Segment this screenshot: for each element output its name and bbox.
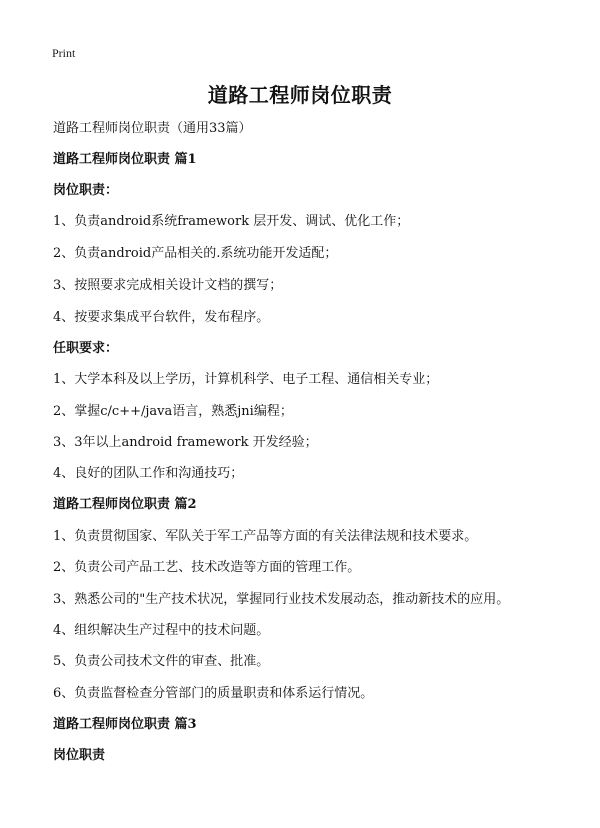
section3-duties-heading: 岗位职责 — [53, 748, 106, 763]
section1-duty-item: 4、按要求集成平台软件，发布程序。 — [53, 310, 270, 325]
section3-heading: 道路工程师岗位职责 篇3 — [53, 717, 197, 732]
document-subtitle: 道路工程师岗位职责（通用33篇） — [53, 121, 252, 136]
section1-heading: 道路工程师岗位职责 篇1 — [53, 152, 197, 167]
section2-item: 5、负责公司技术文件的审查、批准。 — [53, 654, 270, 669]
section1-duty-item: 3、按照要求完成相关设计文档的撰写； — [53, 278, 283, 293]
section1-requirement-item: 2、掌握c/c++/java语言，熟悉jni编程； — [53, 404, 293, 419]
print-label: Print — [52, 46, 76, 60]
section2-item: 4、组织解决生产过程中的技术问题。 — [53, 623, 270, 638]
section1-requirement-item: 1、大学本科及以上学历，计算机科学、电子工程、通信相关专业； — [53, 372, 439, 387]
section1-duty-item: 2、负责android产品相关的.系统功能开发适配； — [53, 246, 338, 261]
section1-duties-heading: 岗位职责： — [53, 183, 119, 198]
document-title: 道路工程师岗位职责 — [207, 83, 393, 107]
section2-heading: 道路工程师岗位职责 篇2 — [53, 497, 197, 512]
section1-duty-item: 1、负责android系统framework 层开发、调试、优化工作； — [53, 214, 410, 229]
section2-item: 2、负责公司产品工艺、技术改造等方面的管理工作。 — [53, 560, 361, 575]
section2-item: 1、负责贯彻国家、军队关于军工产品等方面的有关法律法规和技术要求。 — [53, 529, 478, 544]
section2-item: 6、负责监督检查分管部门的质量职责和体系运行情况。 — [53, 686, 374, 701]
section1-requirement-item: 3、3年以上android framework 开发经验； — [53, 435, 318, 450]
section1-requirement-item: 4、良好的团队工作和沟通技巧； — [53, 466, 244, 481]
section1-requirements-heading: 任职要求： — [53, 341, 119, 356]
section2-item: 3、熟悉公司的"生产技术状况，掌握同行业技术发展动态，推动新技术的应用。 — [53, 592, 510, 607]
